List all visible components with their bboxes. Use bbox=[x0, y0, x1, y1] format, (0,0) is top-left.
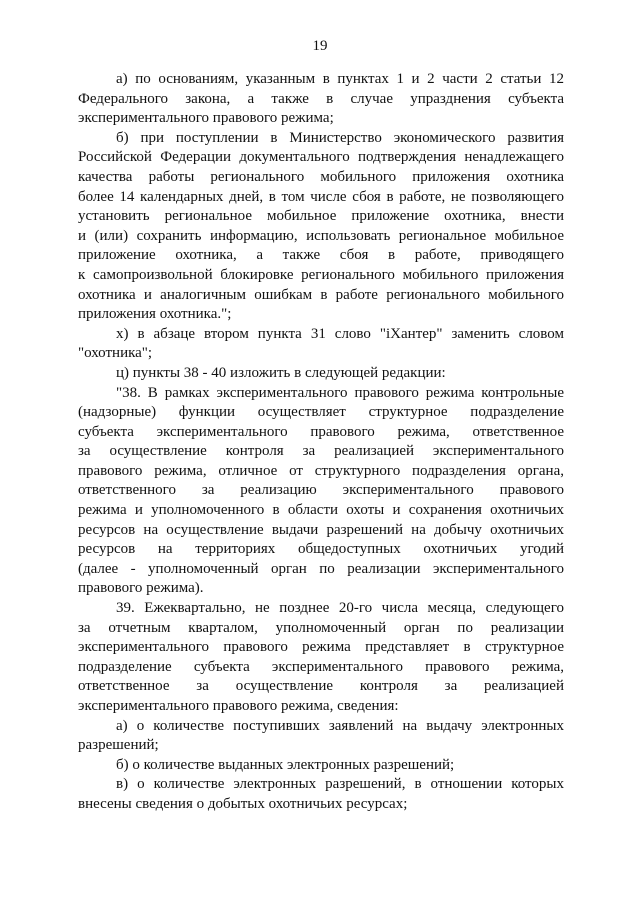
text-line: правового режима, отличное от структурного подразделения органа, bbox=[78, 462, 564, 479]
text-line: 39. Ежеквартально, не позднее 20-го числа месяца, следующего bbox=[116, 600, 564, 617]
text-line: Федерального закона, а также в случае упразднения субъекта bbox=[78, 90, 564, 107]
text-line: ресурсов на территориях общедоступных охотничьих угодий bbox=[78, 541, 564, 558]
text-line: приложение охотника, а также сбоя в работе, приводящего bbox=[78, 247, 564, 264]
text-line: за отчетным кварталом, уполномоченный орган по реализации bbox=[78, 619, 564, 636]
text-line: разрешений; bbox=[78, 737, 159, 754]
text-line: и (или) сохранить информацию, использовать региональное мобильное bbox=[78, 227, 564, 244]
text-line: ответственного за реализацию экспериментального правового bbox=[78, 482, 564, 499]
text-line: более 14 календарных дней, в том числе сбоя в работе, не позволяющего bbox=[78, 188, 564, 205]
text-line: экспериментального правового режима представляет в структурное bbox=[78, 639, 564, 656]
text-line: б) при поступлении в Министерство экономического развития bbox=[116, 129, 564, 146]
text-line: (далее - уполномоченный орган по реализации экспериментального bbox=[78, 560, 564, 577]
text-line: установить региональное мобильное приложение охотника, внести bbox=[78, 208, 564, 225]
text-line: Российской Федерации документального подтверждения ненадлежащего bbox=[78, 149, 564, 166]
text-line: ответственное за осуществление контроля за реализацией bbox=[78, 678, 564, 695]
text-line: х) в абзаце втором пункта 31 слово "iХантер" заменить словом bbox=[116, 325, 564, 342]
text-line: в) о количестве электронных разрешений, в отношении которых bbox=[116, 776, 564, 793]
document-body bbox=[78, 70, 564, 815]
text-line: режима и уполномоченного в области охоты и сохранения охотничьих bbox=[78, 502, 564, 519]
text-line: а) о количестве поступивших заявлений на выдачу электронных bbox=[116, 717, 564, 734]
text-line: внесены сведения о добытых охотничьих ресурсах; bbox=[78, 795, 408, 812]
text-line: ц) пункты 38 - 40 изложить в следующей редакции: bbox=[116, 364, 446, 381]
text-line: ресурсов на осуществление выдачи разрешений на добычу охотничьих bbox=[78, 521, 564, 538]
text-line: "охотника"; bbox=[78, 345, 153, 362]
text-line: подразделение субъекта экспериментального правового режима, bbox=[78, 658, 564, 675]
text-line: экспериментального правового режима; bbox=[78, 110, 334, 127]
text-line: а) по основаниям, указанным в пунктах 1 и 2 части 2 статьи 12 bbox=[116, 71, 564, 87]
text-line: качества работы регионального мобильного приложения охотника bbox=[78, 168, 564, 185]
text-line: экспериментального правового режима, сведения: bbox=[78, 698, 399, 714]
text-line: (надзорные) функции осуществляет структурное подразделение bbox=[78, 404, 564, 421]
text-line: правового режима). bbox=[78, 580, 204, 597]
text-line: субъекта экспериментального правового режима, ответственное bbox=[78, 423, 564, 440]
text-line: б) о количестве выданных электронных разрешений; bbox=[116, 756, 455, 773]
text-line: к самопроизвольной блокировке регионального мобильного приложения bbox=[78, 266, 564, 283]
text-line: за осуществление контроля за реализацией экспериментального bbox=[78, 443, 564, 460]
text-line: "38. В рамках экспериментального правового режима контрольные bbox=[116, 384, 564, 401]
page-number: 19 bbox=[312, 38, 328, 54]
text-line: охотника и аналогичным ошибкам в работе регионального мобильного bbox=[78, 286, 564, 303]
text-line: приложения охотника."; bbox=[78, 306, 232, 323]
